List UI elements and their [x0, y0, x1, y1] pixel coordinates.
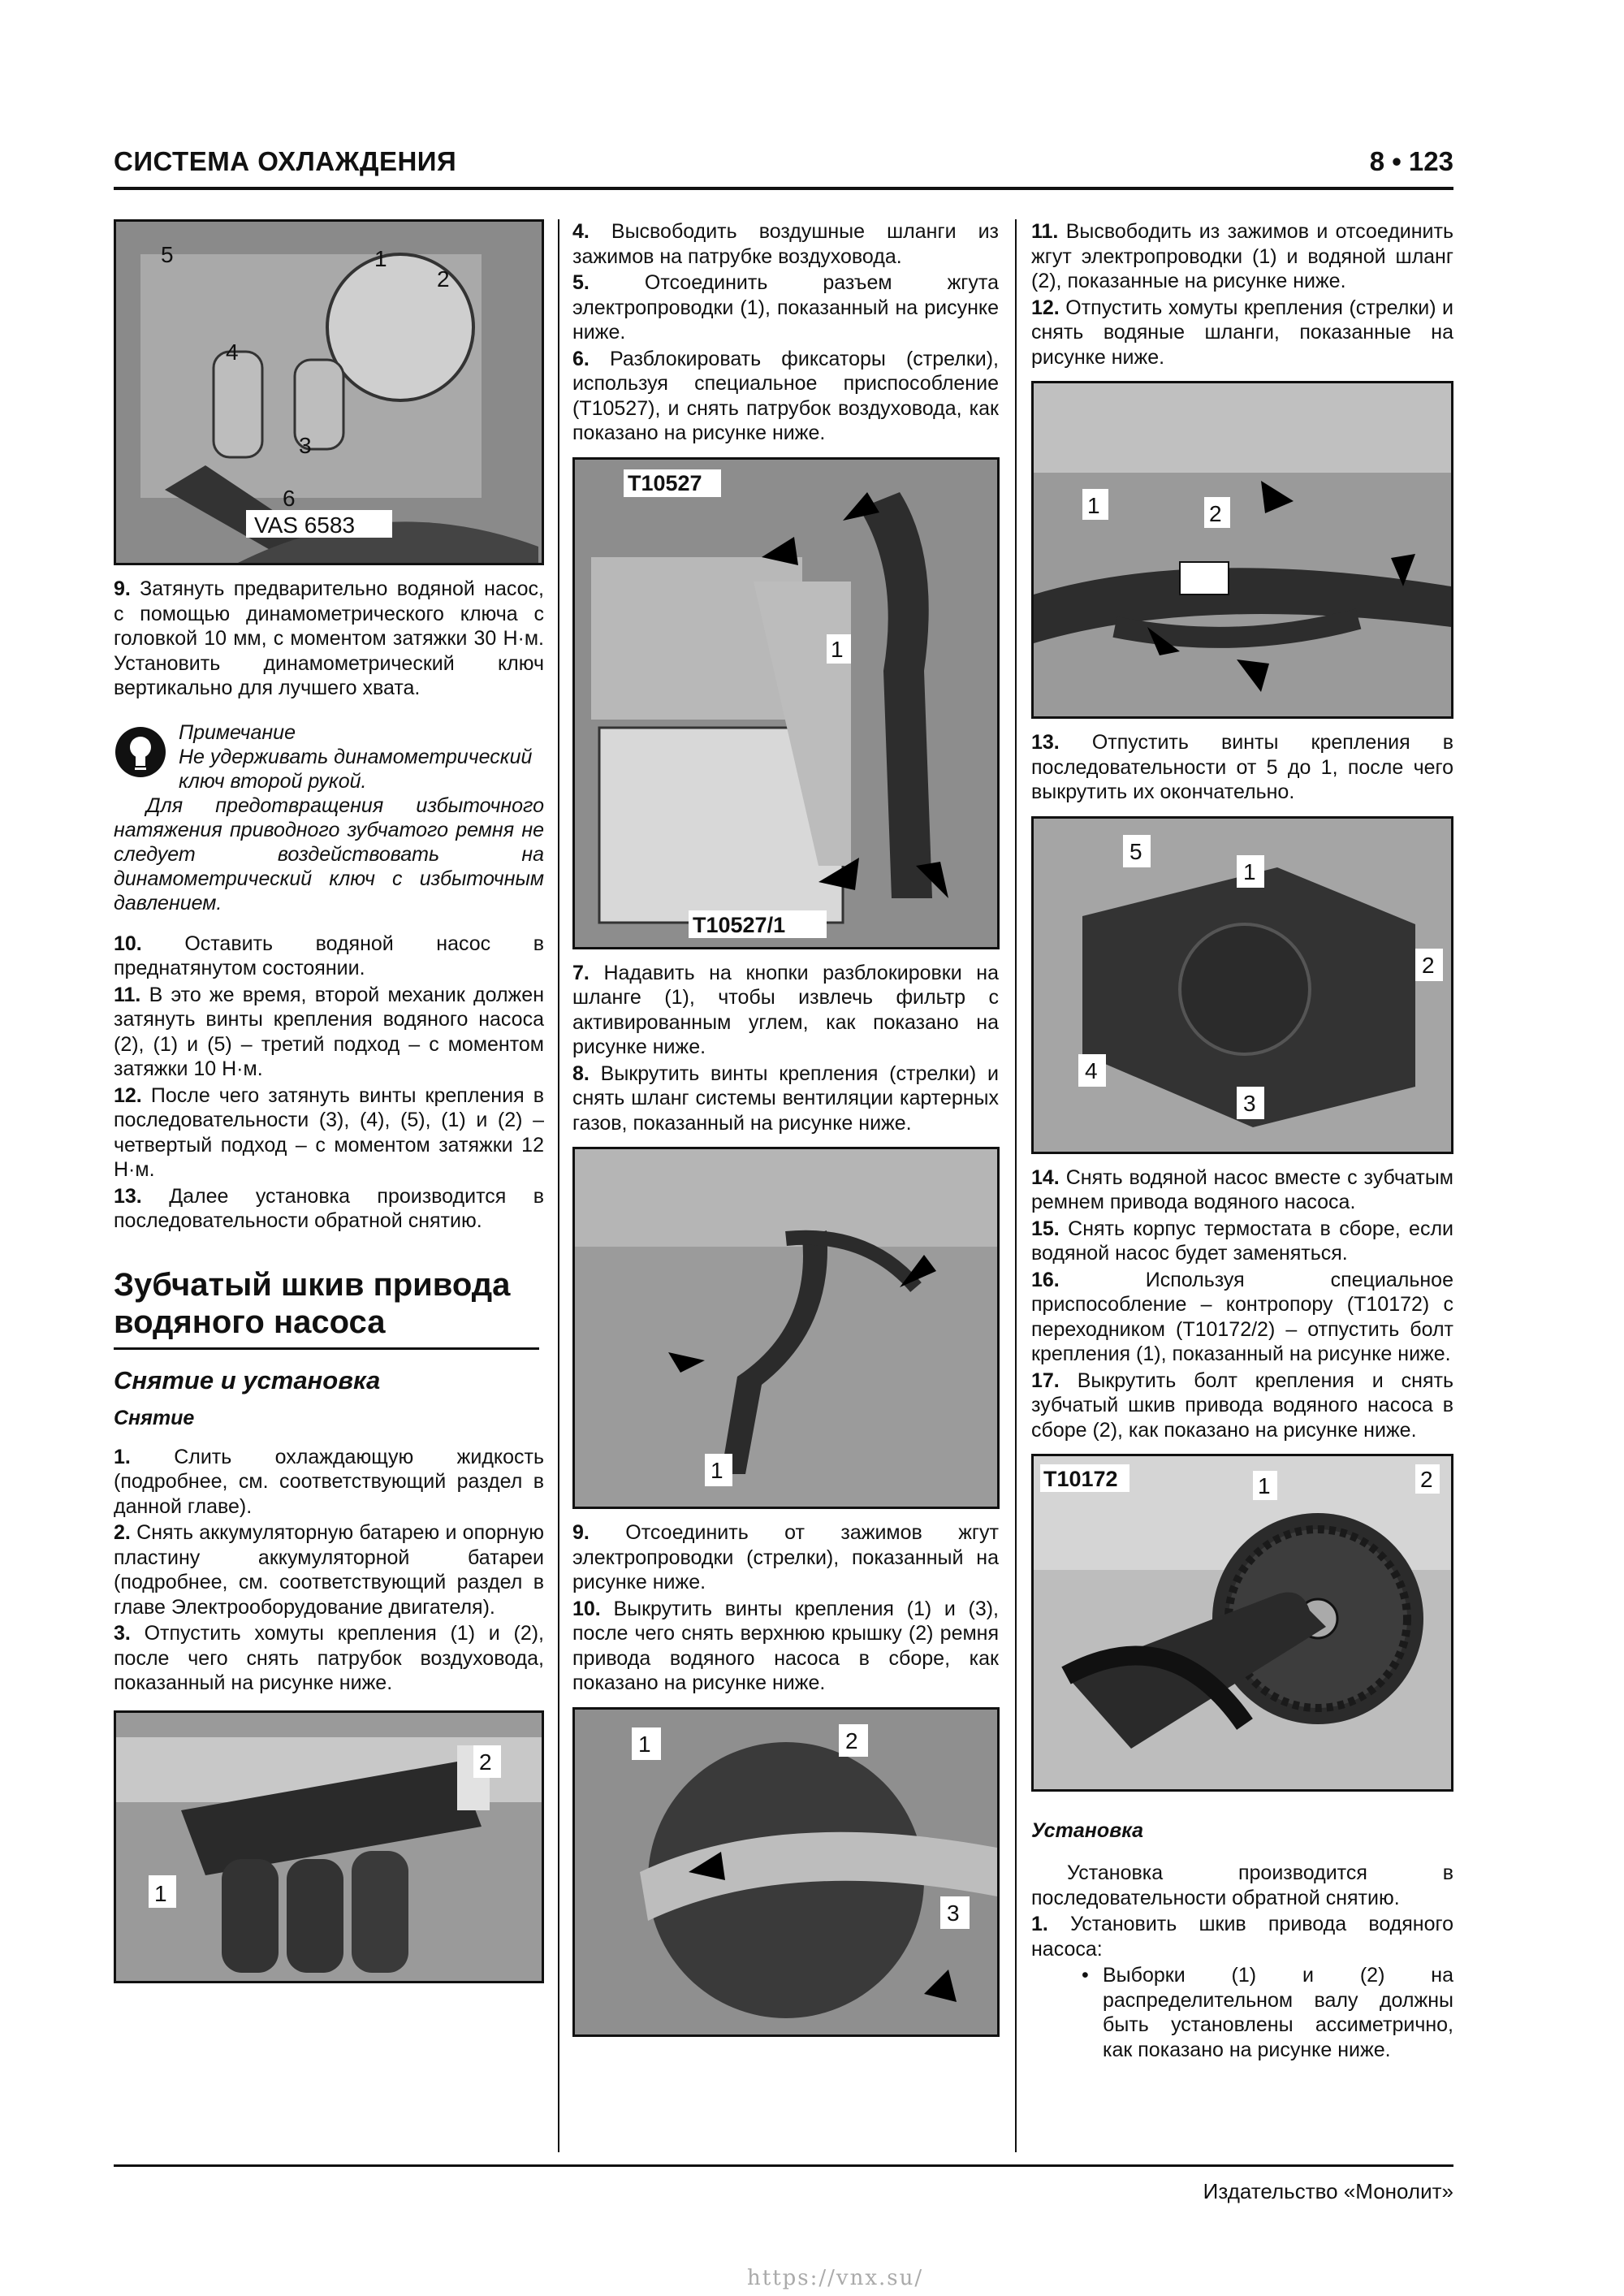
note-body: Для предотвращения избыточного натяжения приводного зубчатого ремня не следует воздействовать на динамометрический ключ с избыточным давлением.	[114, 793, 544, 915]
watermark-url: https://vnx.su/	[747, 2266, 924, 2290]
removal-step-2: 2. Снять аккумуляторную батарею и опорную пластину аккумуляторной батареи (подробнее, см. соответствующий раздел в главе Электрооборудование двигателя).	[114, 1521, 544, 1619]
fig2-label-2: 2	[479, 1749, 492, 1775]
step-6: 6. Разблокировать фиксаторы (стрелки), используя специальное приспособление (T10527), и снять патрубок воздуховода, как показано на рисунке ниже.	[572, 347, 999, 444]
figure-belt-cover	[572, 1707, 1000, 2037]
column-divider-1	[558, 219, 559, 2152]
figure-pulley-holder	[1031, 1454, 1453, 1792]
step-11b: 11. Высвободить из зажимов и отсоединить жгут электропроводки (1) и водяной шланг (2), показанные на рисунке ниже.	[1031, 220, 1453, 292]
fig1-label-4: 4	[226, 339, 239, 365]
fig1-label-2: 2	[437, 266, 450, 292]
step-5: 5. Отсоединить разъем жгута электропроводки (1), показанный на рисунке ниже.	[572, 271, 999, 344]
footer-rule	[114, 2164, 1453, 2167]
install-bullet: • Выборки (1) и (2) на распределительном валу должны быть установлены ассиметрично, как показано на рисунке ниже.	[1103, 1963, 1453, 2062]
step-15: 15. Снять корпус термостата в сборе, если водяной насос будет заменяться.	[1031, 1217, 1454, 1265]
figure-water-pump-torque	[114, 219, 544, 565]
note-title: Примечание	[179, 720, 296, 744]
fig8-label-1: 1	[1258, 1473, 1271, 1498]
fig8-label-2: 2	[1420, 1467, 1433, 1492]
figure-air-duct	[114, 1710, 544, 1983]
step-12: 12. После чего затянуть винты крепления в последовательности (3), (4), (5), (1) и (2) – четвертый подход – с моментом затяжки 12 Н·м.	[114, 1083, 544, 1181]
fig6-label-1: 1	[1087, 493, 1100, 518]
step-12b: 12. Отпустить хомуты крепления (стрелки) и снять водяные шланги, показанные на рисунке ниже.	[1031, 296, 1453, 369]
footer-publisher: Издательство «Монолит»	[1203, 2179, 1453, 2203]
fig2-label-1: 1	[154, 1880, 167, 1906]
step-14: 14. Снять водяной насос вместе с зубчатым ремнем привода водяного насоса.	[1031, 1165, 1453, 1213]
step-4: 4. Высвободить воздушные шланги из зажимов на патрубке воздуховода.	[572, 220, 999, 268]
figure-duct-release-tool	[572, 457, 1000, 949]
step-16: 16. Используя специальное приспособление – контропору (T10172) с переходником (T10172/2) – отпустить болт крепления (1), показанный на рисунке ниже.	[1031, 1268, 1453, 1365]
step-13b: 13. Отпустить винты крепления в последовательности от 5 до 1, после чего выкрутить их окончательно.	[1031, 731, 1453, 803]
page-number: 8 • 123	[1369, 146, 1453, 176]
fig4-label-1: 1	[710, 1458, 723, 1483]
column-left	[114, 219, 544, 1995]
section-heading: Зубчатый шкив привода водяного насоса	[114, 1266, 511, 1340]
fig3-tool-label-2: T10527/1	[693, 912, 786, 937]
install-bullets	[1031, 1963, 1453, 2062]
column-middle	[572, 219, 999, 2048]
fig7-label-3: 3	[1243, 1090, 1256, 1116]
install-intro: Установка производится в последовательности обратной снятию.	[1031, 1861, 1453, 1909]
fig7-label-1: 1	[1243, 858, 1256, 884]
step-9: 9. Затянуть предварительно водяной насос, с помощью динамометрического ключа с головкой 10 мм, с моментом затяжки 30 Н·м. Установить динамометрический ключ вертикально для лучшего хвата.	[114, 577, 545, 699]
fig7-label-5: 5	[1129, 838, 1142, 864]
step-9b: 9. Отсоединить от зажимов жгут электропроводки (стрелки), показанный на рисунке ниже.	[572, 1521, 999, 1593]
step-10b: 10. Выкрутить винты крепления (1) и (3), после чего снять верхнюю крышку (2) ремня привода водяного насоса в сборе, как показано на рисунке ниже.	[572, 1597, 999, 1694]
fig6-label-2: 2	[1209, 501, 1222, 526]
step-10: 10. Оставить водяной насос в преднатянутом состоянии.	[114, 932, 544, 979]
fig1-label-5: 5	[161, 242, 174, 267]
fig8-tool-label: T10172	[1043, 1467, 1118, 1491]
figure-crankcase-hose	[572, 1147, 1000, 1509]
column-divider-2	[1015, 219, 1017, 2152]
fig1-label-1: 1	[374, 246, 387, 271]
step-13: 13. Далее установка производится в последовательности обратной снятию.	[114, 1184, 544, 1232]
fig7-label-4: 4	[1085, 1057, 1098, 1083]
figure-pump-bolts	[1031, 816, 1453, 1154]
note-line: Не удерживать динамометрический ключ второй рукой.	[179, 745, 533, 793]
chapter-title: СИСТЕМА ОХЛАЖДЕНИЯ	[114, 146, 457, 176]
fig1-tool-label: VAS 6583	[254, 512, 356, 538]
install-heading: Установка	[1031, 1819, 1144, 1842]
step-17: 17. Выкрутить болт крепления и снять зубчатый шкив привода водяного насоса в сборе (2), как показано на рисунке ниже.	[1031, 1369, 1453, 1442]
removal-step-1: 1. Слить охлаждающую жидкость (подробнее, см. соответствующий раздел в данной главе).	[114, 1445, 544, 1518]
lightbulb-icon	[114, 725, 167, 779]
column-right	[1031, 219, 1453, 2062]
subsection-heading: Снятие и установка	[114, 1365, 381, 1394]
removal-step-3: 3. Отпустить хомуты крепления (1) и (2), после чего снять патрубок воздуховода, показанный на рисунке ниже.	[114, 1622, 544, 1694]
fig5-label-2: 2	[845, 1727, 858, 1753]
fig5-label-3: 3	[947, 1900, 960, 1926]
section-rule	[114, 1347, 539, 1350]
step-11: 11. В это же время, второй механик должен затянуть винты крепления водяного насоса (2), (1) и (5) – третий подход – с моментом затяжки 10 Н·м.	[114, 983, 544, 1080]
step-7: 7. Надавить на кнопки разблокировки на шланге (1), чтобы извлечь фильтр с активированным углем, как показано на рисунке ниже.	[572, 961, 999, 1058]
install-step-1: 1. Установить шкив привода водяного насоса:	[1031, 1913, 1453, 1961]
header-rule	[114, 187, 1453, 190]
removal-heading: Снятие	[114, 1406, 195, 1429]
figure-water-hoses	[1031, 381, 1453, 719]
fig3-label-1: 1	[831, 636, 844, 662]
fig3-tool-label-1: T10527	[628, 470, 702, 495]
fig1-label-3: 3	[299, 433, 312, 458]
fig7-label-2: 2	[1422, 952, 1435, 978]
note-block	[114, 720, 544, 915]
fig1-label-6: 6	[283, 486, 296, 511]
fig5-label-1: 1	[638, 1731, 651, 1757]
step-8: 8. Выкрутить винты крепления (стрелки) и снять шланг системы вентиляции картерных газов, показанный на рисунке ниже.	[572, 1062, 999, 1135]
